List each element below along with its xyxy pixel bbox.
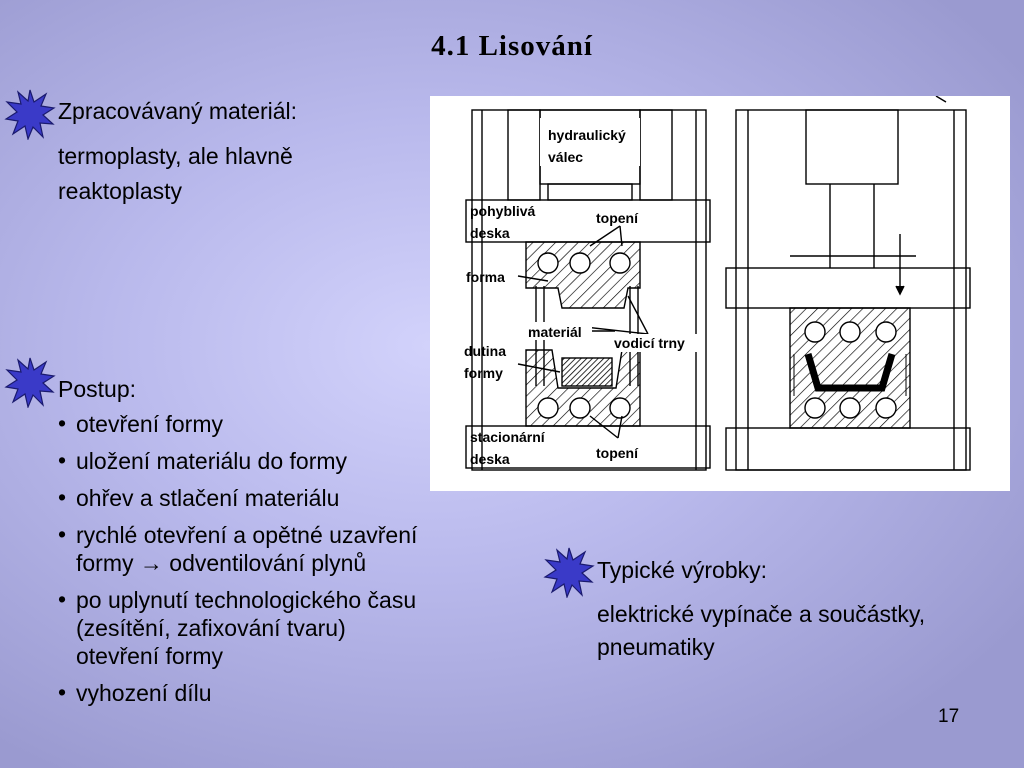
material-line-2: reaktoplasty (58, 178, 183, 204)
page-number: 17 (938, 706, 960, 727)
material-heading: Zpracovávaný materiál: (58, 98, 298, 124)
procedure-step (58, 679, 528, 707)
step-line: (zesítění, zafixování tvaru) (76, 615, 346, 641)
diagram-label: forma (466, 269, 505, 285)
press-diagram (430, 96, 1010, 491)
diagram-label: dutina (464, 343, 506, 359)
procedure-heading: Postup: (58, 376, 136, 402)
step-line: otevření formy (76, 411, 223, 437)
diagram-label: formy (464, 365, 503, 381)
star-bullet-icon (543, 546, 595, 598)
diagram-label: materiál (528, 324, 582, 340)
procedure-step (58, 586, 528, 670)
diagram-label: stacionární (470, 429, 545, 445)
slide-title: 4.1 Lisování (431, 30, 593, 62)
step-line: • rychlé otevření a opětné uzavření (76, 522, 418, 548)
diagram-label: vodicí trny (614, 335, 685, 351)
diagram-label: deska (470, 451, 510, 467)
diagram-label: topení (596, 445, 638, 461)
diagram-label: pohyblivá (470, 203, 536, 219)
step-line: ohřev a stlačení materiálu (76, 485, 340, 511)
right-press-drawing (726, 96, 970, 470)
products-heading: Typické výrobky: (597, 557, 767, 583)
step-line: otevření formy (76, 643, 223, 669)
products-line-2: pneumatiky (597, 634, 715, 660)
diagram-label: hydraulický (548, 127, 626, 143)
material-line-1: termoplasty, ale hlavně (58, 143, 293, 169)
diagram-label: deska (470, 225, 510, 241)
procedure-step (58, 521, 528, 577)
diagram-label: topení (596, 210, 638, 226)
diagram-label: válec (548, 149, 584, 165)
step-line: formy → odventilování plynů (76, 550, 367, 576)
star-bullet-icon (4, 356, 56, 408)
star-bullet-icon (4, 88, 56, 140)
step-line: uložení materiálu do formy (76, 448, 348, 474)
step-line: vyhození dílu (76, 680, 212, 706)
products-line-1: elektrické vypínače a součástky, (597, 601, 926, 627)
step-line: • po uplynutí technologického času (76, 587, 417, 613)
